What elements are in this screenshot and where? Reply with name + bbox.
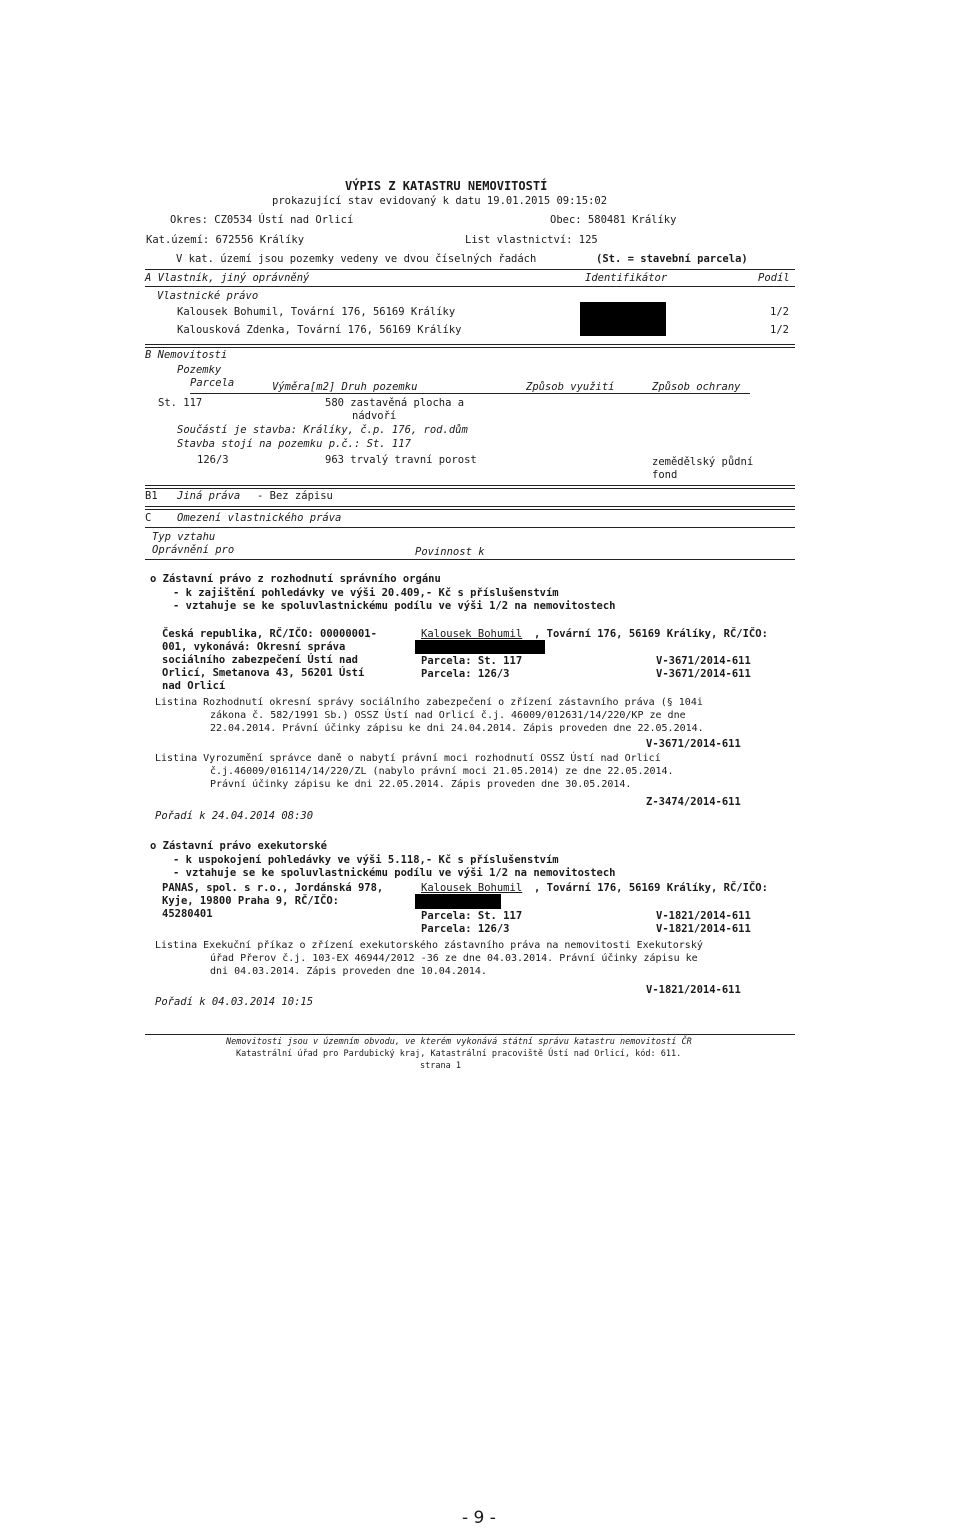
owner-name: Kalousková Zdenka, Tovární 176, 56169 Králíky bbox=[177, 324, 462, 336]
parcel-ref: Parcela: St. 117 bbox=[421, 655, 523, 667]
parcel-number: St. 117 bbox=[158, 397, 203, 409]
vlastnicke-pravo-label: Vlastnické právo bbox=[157, 290, 259, 302]
creditor-line: 45280401 bbox=[162, 908, 213, 920]
document-title: VÝPIS Z KATASTRU NEMOVITOSTÍ bbox=[345, 179, 548, 193]
section-a-heading: A Vlastník, jiný oprávněný bbox=[145, 272, 310, 284]
obec-label: Obec: 580481 Králíky bbox=[550, 214, 677, 226]
record-ref: V-3671/2014-611 bbox=[656, 655, 751, 667]
owner-share: 1/2 bbox=[770, 306, 789, 318]
divider bbox=[145, 286, 795, 287]
divider bbox=[145, 527, 795, 528]
record-ref: V-3671/2014-611 bbox=[646, 738, 741, 750]
listina-line: Listina Rozhodnutí okresní správy sociálního zabezpečení o zřízení zástavního práva (§ 104i bbox=[155, 697, 703, 708]
parcel-protection: fond bbox=[652, 469, 678, 481]
divider bbox=[145, 344, 795, 345]
record-ref: V-1821/2014-611 bbox=[656, 910, 751, 922]
identifikator-header: Identifikátor bbox=[585, 272, 668, 284]
creditor-line: Kyje, 19800 Praha 9, RČ/IČO: bbox=[162, 895, 340, 907]
poradi-line: Pořadí k 04.03.2014 10:15 bbox=[155, 996, 314, 1008]
typ-vztahu-label: Typ vztahu bbox=[152, 531, 216, 543]
lien-detail: - k zajištění pohledávky ve výši 20.409,- Kč s příslušenstvím bbox=[173, 587, 559, 599]
listina-line: Listina Vyrozumění správce daně o nabytí právní moci rozhodnutí OSSZ Ústí nad Orlicí bbox=[155, 753, 661, 764]
listina-line: úřad Přerov č.j. 103-EX 46944/2012 -36 ze dne 04.03.2014. Právní účinky zápisu ke bbox=[210, 953, 698, 964]
section-b-heading: B Nemovitosti bbox=[145, 349, 228, 361]
kat-note-st: (St. = stavební parcela) bbox=[596, 253, 748, 265]
kat-note: V kat. území jsou pozemky vedeny ve dvou číselných řadách bbox=[176, 253, 537, 265]
record-ref: V-3671/2014-611 bbox=[656, 668, 751, 680]
vymera-header: Výměra[m2] Druh pozemku bbox=[272, 381, 418, 393]
parcel-ref: Parcela: St. 117 bbox=[421, 910, 523, 922]
ochrana-header: Způsob ochrany bbox=[652, 381, 741, 393]
record-ref: V-1821/2014-611 bbox=[646, 984, 741, 996]
lien-detail: - vztahuje se ke spoluvlastnickému podílu ve výši 1/2 na nemovitostech bbox=[173, 600, 616, 612]
building-note: Součástí je stavba: Králíky, č.p. 176, rod.dům bbox=[177, 424, 468, 436]
divider bbox=[145, 1034, 795, 1035]
povinnost-label: Povinnost k bbox=[415, 546, 485, 558]
lien-detail: - k uspokojení pohledávky ve výši 5.118,- Kč s příslušenstvím bbox=[173, 854, 559, 866]
lien-detail: - vztahuje se ke spoluvlastnickému podílu ve výši 1/2 na nemovitostech bbox=[173, 867, 616, 879]
listina-line: Právní účinky zápisu ke dni 22.05.2014. Zápis proveden dne 30.05.2014. bbox=[210, 779, 632, 790]
list-vlastnictvi-label: List vlastnictví: 125 bbox=[465, 234, 598, 246]
parcel-protection: zemědělský půdní bbox=[652, 456, 754, 468]
divider bbox=[145, 488, 795, 489]
listina-line: zákona č. 582/1991 Sb.) OSSZ Ústí nad Orlicí č.j. 46009/012631/14/220/KP ze dne bbox=[210, 710, 686, 721]
parcel-area: nádvoří bbox=[352, 410, 397, 422]
parcel-area: 580 zastavěná plocha a bbox=[325, 397, 465, 409]
podil-header: Podíl bbox=[758, 272, 790, 284]
redaction-box bbox=[580, 302, 666, 336]
listina-line: 22.04.2014. Právní účinky zápisu ke dni 24.04.2014. Zápis proveden dne 22.05.2014. bbox=[210, 723, 704, 734]
divider bbox=[145, 506, 795, 507]
lien-heading: o Zástavní právo z rozhodnutí správního orgánu bbox=[150, 573, 441, 585]
parcel-number: 126/3 bbox=[197, 454, 229, 466]
creditor-line: 001, vykonává: Okresní správa bbox=[162, 641, 346, 653]
listina-line: č.j.46009/016114/14/220/ZL (nabylo právní moci 21.05.2014) ze dne 22.05.2014. bbox=[210, 766, 674, 777]
section-b1-label: B1 bbox=[145, 490, 158, 502]
debtor-address: , Tovární 176, 56169 Králíky, RČ/IČO: bbox=[534, 882, 768, 894]
creditor-line: PANAS, spol. s r.o., Jordánská 978, bbox=[162, 882, 384, 894]
debtor-address: , Tovární 176, 56169 Králíky, RČ/IČO: bbox=[534, 628, 768, 640]
divider bbox=[145, 559, 795, 560]
vyuziti-header: Způsob využití bbox=[526, 381, 615, 393]
parcel-area: 963 trvalý travní porost bbox=[325, 454, 477, 466]
section-c-heading: Omezení vlastnického práva bbox=[177, 512, 342, 524]
creditor-line: nad Orlicí bbox=[162, 680, 226, 692]
parcela-header: Parcela bbox=[190, 377, 235, 389]
footer-note: Nemovitosti jsou v územním obvodu, ve kterém vykonává státní správu katastru nemovitostí ČR bbox=[226, 1037, 692, 1047]
parcel-ref: Parcela: 126/3 bbox=[421, 668, 510, 680]
parcel-ref: Parcela: 126/3 bbox=[421, 923, 510, 935]
creditor-line: Česká republika, RČ/IČO: 00000001- bbox=[162, 628, 377, 640]
lien-heading: o Zástavní právo exekutorské bbox=[150, 840, 328, 852]
section-b1-value: - Bez zápisu bbox=[257, 490, 333, 502]
redaction-box bbox=[415, 894, 501, 909]
owner-name: Kalousek Bohumil, Tovární 176, 56169 Králíky bbox=[177, 306, 456, 318]
page-number: - 9 - bbox=[462, 1508, 496, 1528]
okres-label: Okres: CZ0534 Ústí nad Orlicí bbox=[170, 214, 354, 226]
debtor-name: Kalousek Bohumil bbox=[421, 882, 523, 894]
poradi-line: Pořadí k 24.04.2014 08:30 bbox=[155, 810, 314, 822]
document-subtitle: prokazující stav evidovaný k datu 19.01.2015 09:15:02 bbox=[272, 195, 608, 207]
redaction-box bbox=[415, 640, 545, 654]
section-b1-heading: Jiná práva bbox=[177, 490, 241, 502]
creditor-line: sociálního zabezpečení Ústí nad bbox=[162, 654, 358, 666]
kat-uzemi-label: Kat.území: 672556 Králíky bbox=[146, 234, 305, 246]
divider bbox=[145, 347, 795, 348]
divider bbox=[190, 393, 750, 394]
record-ref: V-1821/2014-611 bbox=[656, 923, 751, 935]
divider bbox=[145, 269, 795, 270]
listina-line: Listina Exekuční příkaz o zřízení exekutorského zástavního práva na nemovitosti Exekutorský bbox=[155, 940, 703, 951]
opravneni-label: Oprávnění pro bbox=[152, 544, 235, 556]
record-ref: Z-3474/2014-611 bbox=[646, 796, 741, 808]
footer-page: strana 1 bbox=[420, 1061, 461, 1071]
divider bbox=[145, 509, 795, 510]
footer-note: Katastrální úřad pro Pardubický kraj, Katastrální pracoviště Ústí nad Orlicí, kód: 611. bbox=[236, 1049, 682, 1059]
listina-line: dni 04.03.2014. Zápis proveden dne 10.04.2014. bbox=[210, 966, 487, 977]
creditor-line: Orlicí, Smetanova 43, 56201 Ústí bbox=[162, 667, 365, 679]
owner-share: 1/2 bbox=[770, 324, 789, 336]
pozemky-label: Pozemky bbox=[177, 364, 222, 376]
section-c-label: C bbox=[145, 512, 152, 524]
debtor-name: Kalousek Bohumil bbox=[421, 628, 523, 640]
building-note: Stavba stojí na pozemku p.č.: St. 117 bbox=[177, 438, 411, 450]
divider bbox=[145, 485, 795, 486]
